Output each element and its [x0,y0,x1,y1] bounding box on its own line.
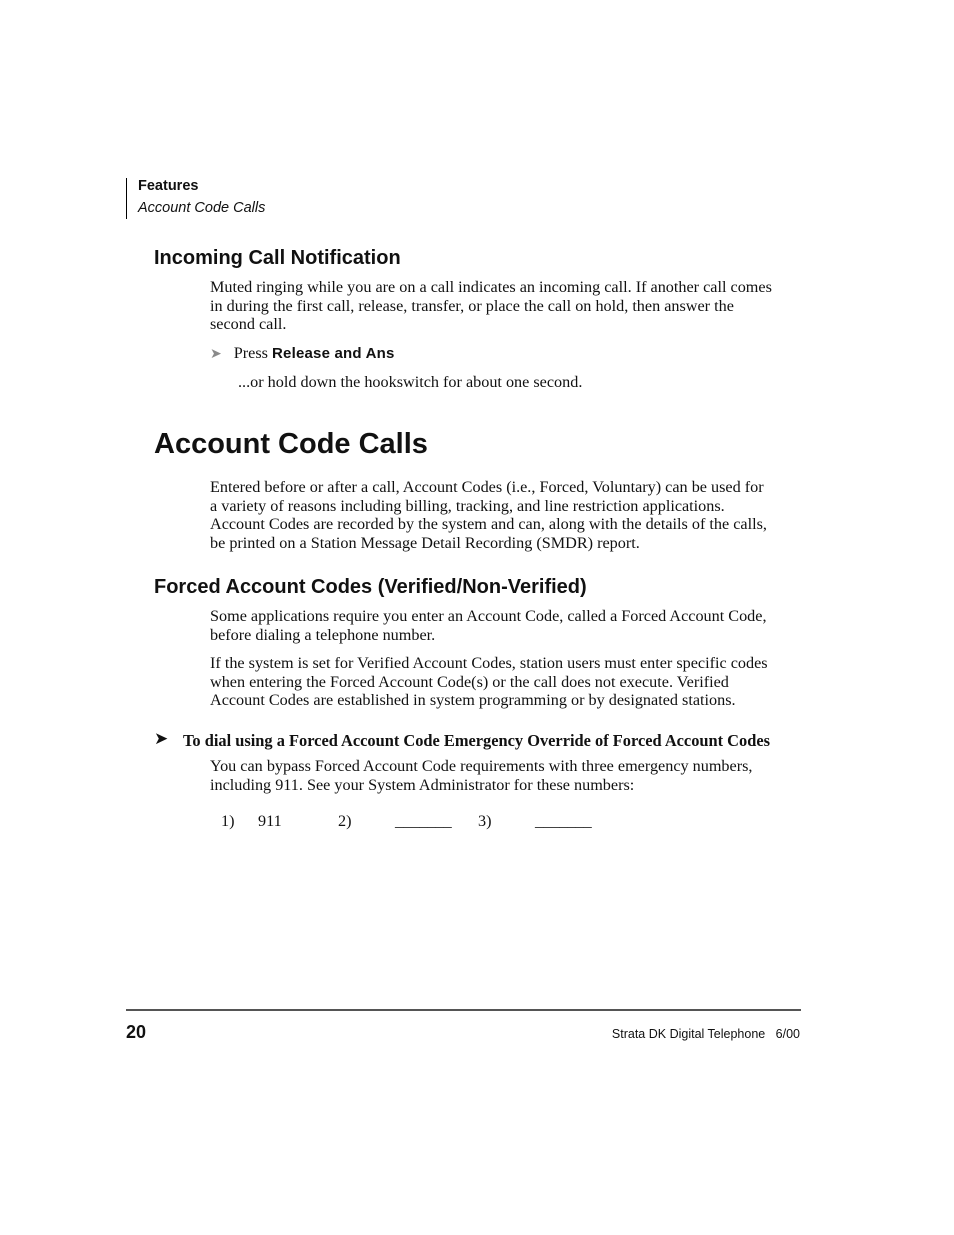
incoming-heading: Incoming Call Notification [154,247,401,269]
emergency-number-label-3: 3) [478,812,492,830]
text-line: If the system is set for Verified Account Codes, station users must enter specific codes [210,654,768,672]
text-line: Account Codes are established in system programming or by designated stations. [210,691,736,710]
text-line: be printed on a Station Message Detail Recording (SMDR) report. [210,533,640,552]
text-line: before dialing a telephone number. [210,625,436,644]
header-section: Features [138,178,199,194]
forced-para-1 [210,607,810,644]
text-line: in during the first call, release, transfer, or place the call on hold, then answer the [210,296,734,315]
forced-para-2 [210,654,810,710]
procedure-arrow-icon: ➤ [154,729,169,748]
step-arrow-icon: ➤ [210,347,222,362]
account-body [210,478,810,552]
text-line: Entered before or after a call, Account Codes (i.e., Forced, Voluntary) can be used for [210,478,764,496]
text-line: Some applications require you enter an Account Code, called a Forced Account Code, [210,607,767,625]
emergency-number-value-2: _______ [395,812,452,830]
text-line: Account Codes are recorded by the system and can, along with the details of the calls, [210,515,767,534]
incoming-step-note: ...or hold down the hookswitch for about one second. [238,373,583,391]
procedure-title: To dial using a Forced Account Code Emergency Override of Forced Account Codes [183,731,770,750]
emergency-number-value-1: 911 [258,812,282,830]
incoming-body [210,278,810,334]
text-line: second call. [210,315,287,334]
header-rule [126,178,127,219]
header-subsection: Account Code Calls [138,200,266,216]
text-line: when entering the Forced Account Code(s) or the call does not execute. Verified [210,672,729,691]
text-line: including 911. See your System Administrator for these numbers: [210,775,635,794]
footer-rule [126,1009,801,1011]
incoming-step [210,344,395,365]
text-line: a variety of reasons including billing, tracking, and line restriction applications. [210,496,725,515]
step-prefix: Press [233,344,268,362]
page-number: 20 [126,1022,147,1042]
text-line: You can bypass Forced Account Code requirements with three emergency numbers, [210,757,753,775]
emergency-number-label-1: 1) [221,812,235,830]
emergency-number-value-3: _______ [535,812,592,830]
release-and-ans-key: Release and Ans [272,345,395,362]
footer-doc-title: Strata DK Digital Telephone 6/00 [611,1027,800,1041]
procedure-body [210,757,810,794]
page-title: Account Code Calls [154,428,428,460]
text-line: Muted ringing while you are on a call indicates an incoming call. If another call comes [210,278,772,296]
forced-heading: Forced Account Codes (Verified/Non-Verified) [154,576,587,598]
emergency-number-label-2: 2) [338,812,352,830]
